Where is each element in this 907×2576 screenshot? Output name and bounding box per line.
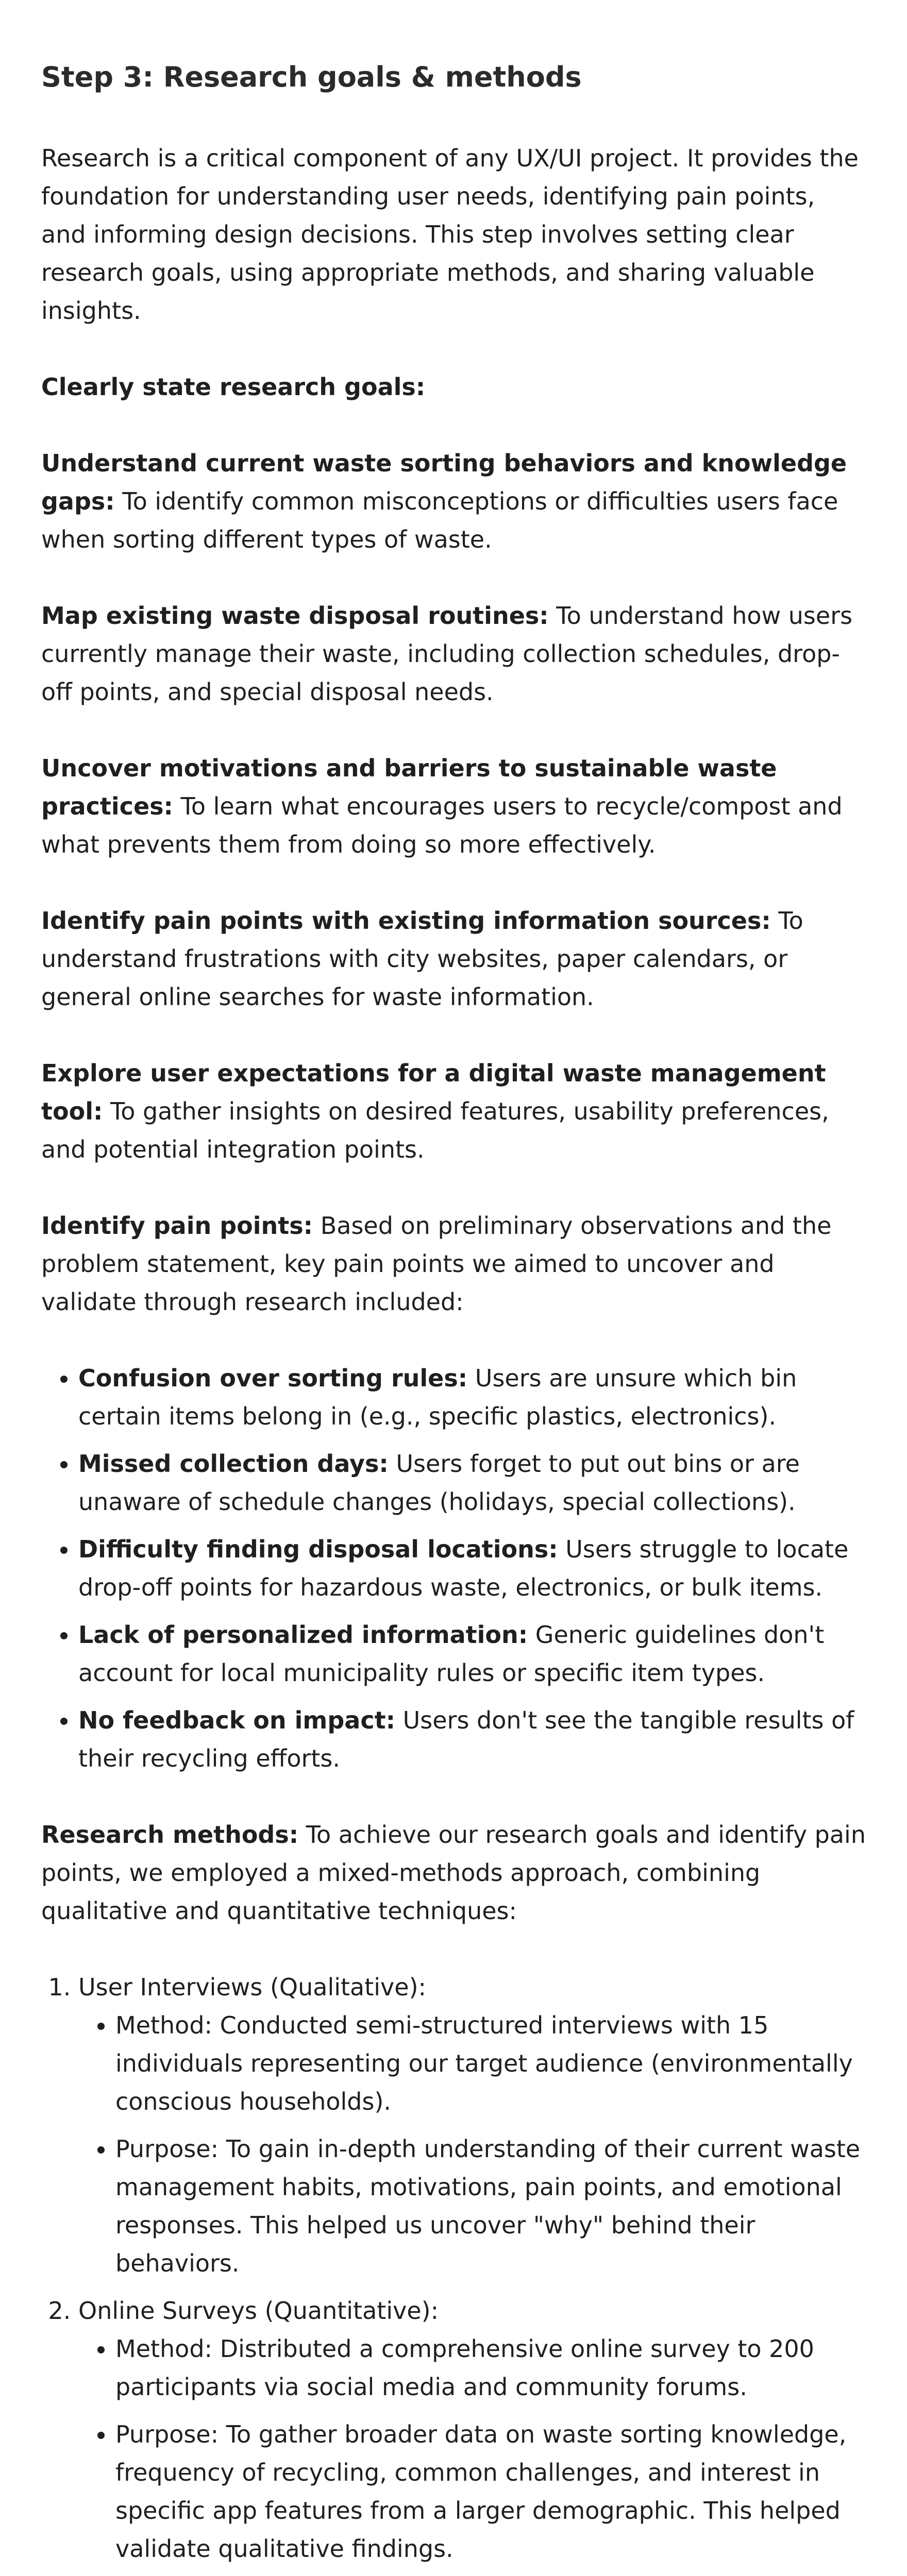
goal-item: Understand current waste sorting behaviors and knowledge gaps: To identify common misconceptions or difficulties users face when sorting different types of waste. bbox=[41, 449, 847, 553]
list-item: • Missed collection days: Users forget to put out bins or are unaware of schedule changes (holidays, special collections). bbox=[78, 1445, 866, 1521]
method-detail: • Method: Distributed a comprehensive online survey to 200 participants via social media and community forums. bbox=[115, 2330, 866, 2406]
method-item: 1. User Interviews (Qualitative): • Method: Conducted semi-structured interviews with 15 individuals representing our target audience (environmentally conscious households). • Purpose: To gain in-depth understanding of their current waste management habits, motivations, pain points, and emotional responses. This helped us uncover "why" behind their behaviors. bbox=[78, 1968, 866, 2282]
method-detail: • Method: Conducted semi-structured interviews with 15 individuals representing our target audience (environmentally conscious households). bbox=[115, 2006, 866, 2121]
goal-item: Uncover motivations and barriers to sustainable waste practices: To learn what encourages users to recycle/compost and what prevents them from doing so more effectively. bbox=[41, 754, 843, 858]
goal-item: Explore user expectations for a digital waste management tool: To gather insights on desired features, usability preferences, and potential integration points. bbox=[41, 1059, 829, 1163]
pain-points-intro: Identify pain points: Based on preliminary observations and the problem statement, key pain points we aimed to uncover and validate through research included: bbox=[41, 1212, 832, 1316]
purpose-detail: • Purpose: To gain in-depth understanding of their current waste management habits, motivations, pain points, and emotional responses. This helped us uncover "why" behind their behaviors. bbox=[115, 2130, 866, 2282]
goal-item: Identify pain points with existing information sources: To understand frustrations with city websites, paper calendars, or general online searches for waste information. bbox=[41, 907, 803, 1011]
page-title: Step 3: Research goals & methods bbox=[41, 61, 582, 93]
goal-item: Map existing waste disposal routines: To understand how users currently manage their waste, including collection schedules, drop-off points, and special disposal needs. bbox=[41, 602, 853, 706]
purpose-detail: • Purpose: To gather broader data on waste sorting knowledge, frequency of recycling, common challenges, and interest in specific app features from a larger demographic. This helped validate qualitative findings. bbox=[115, 2415, 866, 2568]
goals-heading: Clearly state research goals: bbox=[41, 373, 426, 401]
list-item: • Difficulty finding disposal locations: Users struggle to locate drop-off points for hazardous waste, electronics, or bulk items. bbox=[78, 1530, 866, 1606]
pain-points-list bbox=[41, 1359, 866, 1777]
list-item: • Lack of personalized information: Generic guidelines don't account for local municipality rules or specific item types. bbox=[78, 1616, 866, 1692]
methods-intro: Research methods: To achieve our research goals and identify pain points, we employed a mixed-methods approach, combining qualitative and quantitative techniques: bbox=[41, 1821, 866, 1925]
list-item: • No feedback on impact: Users don't see the tangible results of their recycling efforts. bbox=[78, 1701, 866, 1777]
list-item: • Confusion over sorting rules: Users are unsure which bin certain items belong in (e.g., specific plastics, electronics). bbox=[78, 1359, 866, 1435]
article-body bbox=[41, 139, 866, 2576]
methods-list bbox=[41, 1968, 866, 2576]
method-item: 2. Online Surveys (Quantitative): • Method: Distributed a comprehensive online survey to 200 participants via social media and community forums. • Purpose: To gather broader data on waste sorting knowledge, frequency of recycling, common challenges, and interest in specific app features from a larger demographic. This helped validate qualitative findings. bbox=[78, 2292, 866, 2568]
intro-paragraph: Research is a critical component of any UX/UI project. It provides the foundation for understanding user needs, identifying pain points, and informing design decisions. This step involves setting clear research goals, using appropriate methods, and sharing valuable insights. bbox=[41, 144, 859, 325]
